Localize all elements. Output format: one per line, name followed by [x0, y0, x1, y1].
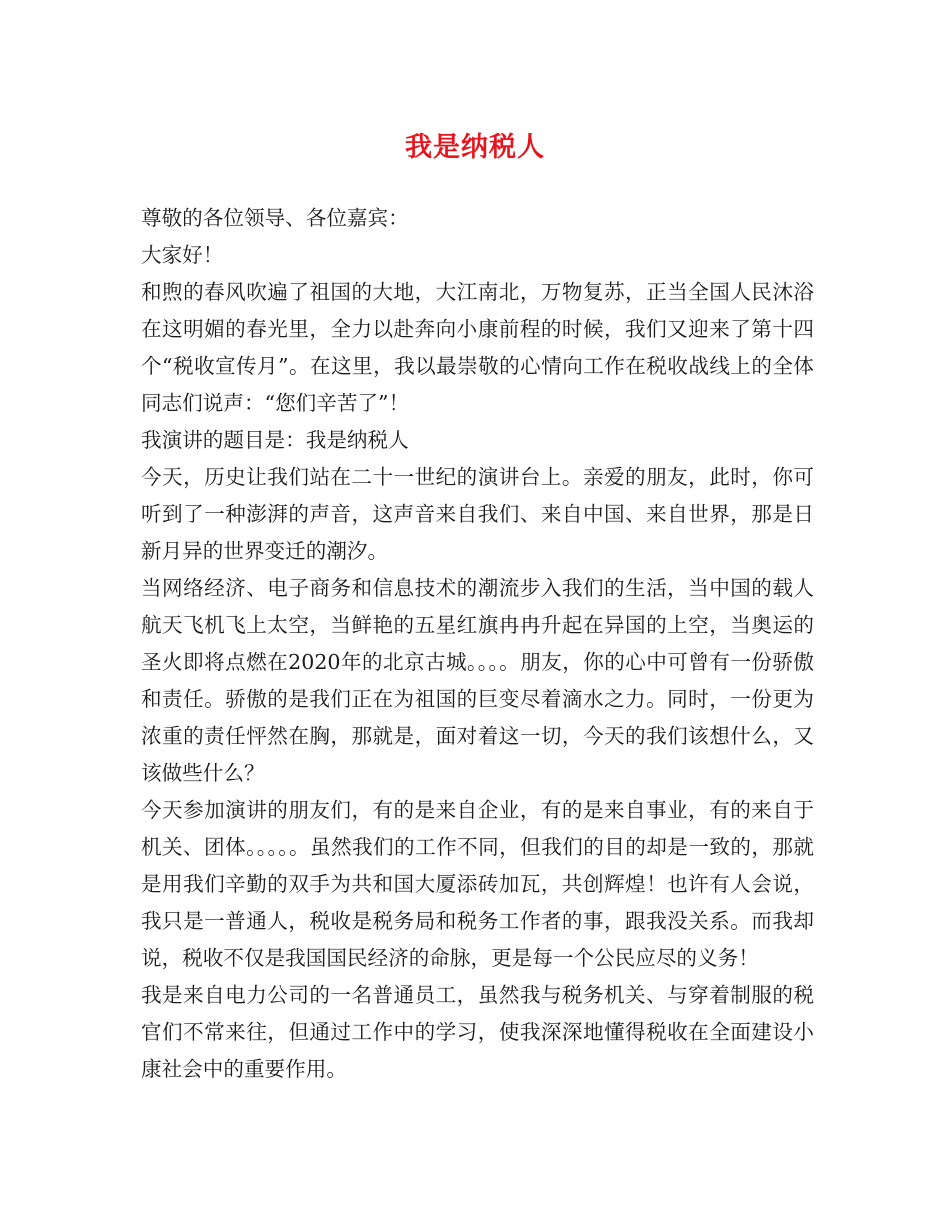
paragraph-duty: 今天参加演讲的朋友们，有的是来自企业，有的是来自事业，有的来自于机关、团体。。。。。虽然我们的工作不同，但我们的目的却是一致的，那就是用我们辛勤的双手为共和国大厦添砖加瓦，共创辉煌！也许有人会说，我只是一普通人，税收是税务局和税务工作者的事，跟我没关系。而我却说，税收不仅是我国国民经济的命脉，更是每一个公民应尽的义务！ [141, 798, 814, 970]
paragraph-salutation: 尊敬的各位领导、各位嘉宾： [141, 206, 409, 230]
document-title: 我是纳税人 [405, 132, 545, 163]
paragraph-history: 今天，历史让我们站在二十一世纪的演讲台上。亲爱的朋友，此时，你可听到了一种澎湃的声音，这声音来自我们、来自中国、来自世界，那是日新月异的世界变迁的潮汐。 [141, 465, 814, 563]
paragraph-topic: 我演讲的题目是：我是纳税人 [141, 428, 409, 452]
paragraph-spring: 和煦的春风吹遍了祖国的大地，大江南北，万物复苏，正当全国人民沐浴在这明媚的春光里，全力以赴奔向小康前程的时候，我们又迎来了第十四个“税收宣传月”。在这里，我以最崇敬的心情向工作在税收战线上的全体同志们说声：“您们辛苦了”！ [141, 280, 814, 415]
document-body [141, 200, 814, 1088]
paragraph-employee: 我是来自电力公司的一名普通员工，虽然我与税务机关、与穿着制服的税官们不常来往，但通过工作中的学习，使我深深地懂得税收在全面建设小康社会中的重要作用。 [141, 983, 814, 1081]
paragraph-greeting: 大家好！ [141, 243, 224, 267]
paragraph-pride: 当网络经济、电子商务和信息技术的潮流步入我们的生活，当中国的载人航天飞机飞上太空，当鲜艳的五星红旗冉冉升起在异国的上空，当奥运的圣火即将点燃在2020年的北京古城。。。。朋友，你的心中可曾有一份骄傲和责任。骄傲的是我们正在为祖国的巨变尽着滴水之力。同时，一份更为浓重的责任怦然在胸，那就是，面对着这一切，今天的我们该想什么，又该做些什么？ [141, 576, 814, 785]
